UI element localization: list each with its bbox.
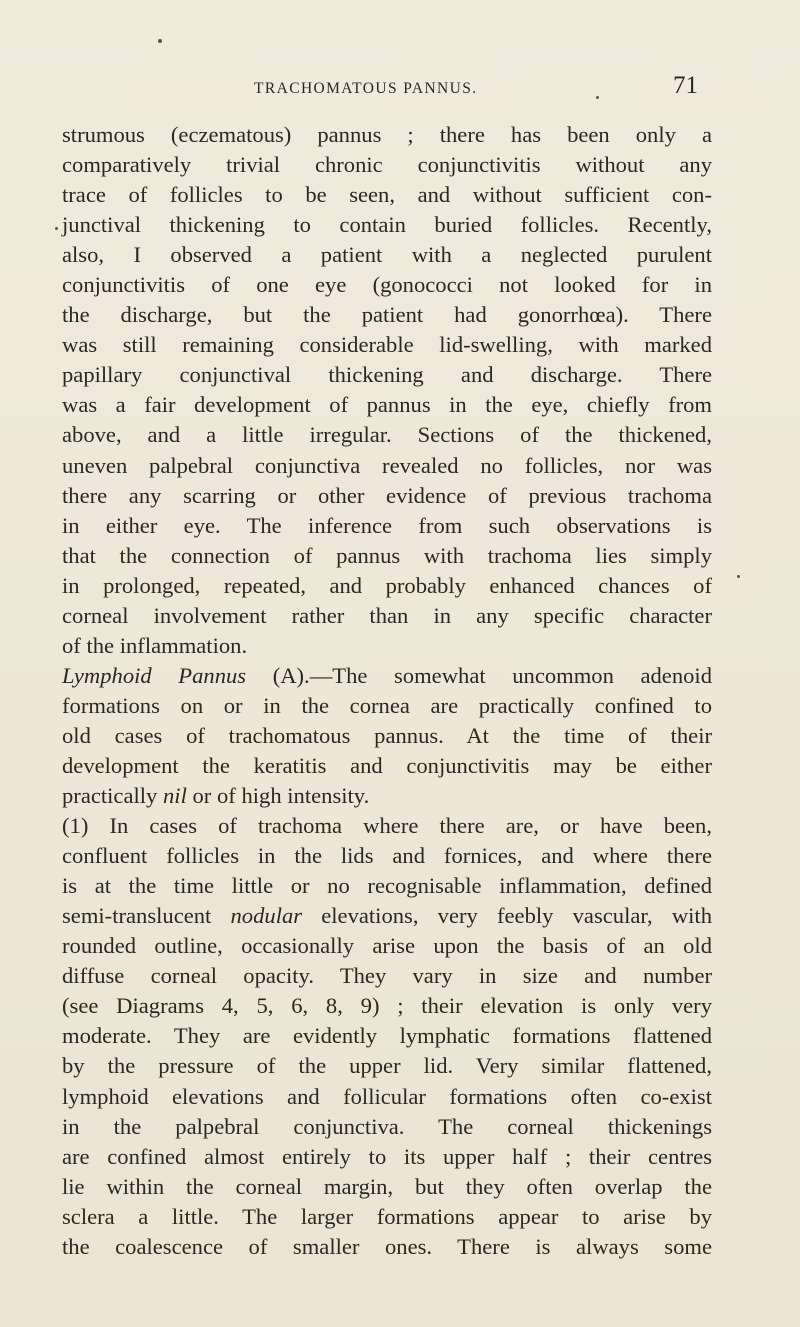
text-line: junctival thickening to contain buried follicles. Recently, (62, 212, 712, 238)
text-line: also, I observed a patient with a neglected purulent (62, 242, 712, 268)
text-line (62, 781, 712, 811)
text-line: above, and a little irregular. Sections of the thickened, (62, 422, 712, 448)
text-line: diffuse corneal opacity. They vary in size and number (62, 963, 712, 989)
text-segment: elevations, very feebly vascular, with (302, 903, 712, 929)
text-line: of the inflammation. (62, 632, 248, 658)
text-segment: or of high intensity. (186, 783, 370, 809)
text-line: confluent follicles in the lids and fornices, and where there (62, 843, 712, 869)
italic-term: nil (163, 783, 187, 809)
text-line: rounded outline, occasionally arise upon the basis of an old (62, 933, 712, 959)
text-line: uneven palpebral conjunctiva revealed no follicles, nor was (62, 452, 712, 478)
text-line: development the keratitis and conjunctivitis may be either (62, 752, 712, 778)
text-line: (see Diagrams 4, 5, 6, 8, 9) ; their elevation is only very (62, 993, 712, 1019)
text-line: (1) In cases of trachoma where there are, or have been, (62, 813, 712, 839)
text-segment: practically (62, 783, 163, 809)
italic-term: nodular (230, 903, 303, 929)
text-line: old cases of trachomatous pannus. At the time of their (62, 722, 712, 748)
text-line: moderate. They are evidently lymphatic formations flattened (62, 1023, 712, 1049)
text-line: comparatively trivial chronic conjunctivitis without any (62, 152, 712, 178)
text-line: in prolonged, repeated, and probably enhanced chances of (62, 572, 712, 598)
text-line: in either eye. The inference from such observations is (62, 512, 712, 538)
page-header (62, 72, 698, 102)
ink-speck (158, 39, 162, 43)
section-heading-line (62, 661, 712, 691)
text-line: the discharge, but the patient had gonorrhœa). There (62, 302, 712, 328)
text-line: formations on or in the cornea are practically confined to (62, 692, 712, 718)
text-line: there any scarring or other evidence of previous trachoma (62, 482, 712, 508)
text-segment: semi-translucent (62, 903, 231, 929)
text-line: by the pressure of the upper lid. Very similar flattened, (62, 1053, 712, 1079)
section-heading: Lymphoid Pannus (62, 662, 247, 688)
text-line: the coalescence of smaller ones. There is always some (62, 1233, 712, 1259)
ink-speck (737, 575, 740, 578)
text-line (62, 901, 712, 931)
text-line: in the palpebral conjunctiva. The corneal thickenings (62, 1113, 712, 1139)
text-line: trace of follicles to be seen, and without sufficient con- (62, 182, 712, 208)
text-line: are confined almost entirely to its upper half ; their centres (62, 1143, 712, 1169)
text-line: lymphoid elevations and follicular formations often co-exist (62, 1083, 712, 1109)
body-text (62, 120, 712, 1262)
text-line: was still remaining considerable lid-swelling, with marked (62, 332, 712, 358)
text-line: strumous (eczematous) pannus ; there has been only a (62, 122, 712, 147)
text-line: corneal involvement rather than in any specific character (62, 602, 712, 628)
running-head: TRACHOMATOUS PANNUS. (254, 80, 478, 97)
text-line: sclera a little. The larger formations appear to arise by (62, 1203, 712, 1229)
text-line: papillary conjunctival thickening and discharge. There (62, 362, 712, 388)
text-line: was a fair development of pannus in the eye, chiefly from (62, 392, 712, 418)
heading-continuation: (A).—The somewhat uncommon adenoid (246, 662, 713, 688)
ink-speck (55, 227, 58, 230)
text-line: conjunctivitis of one eye (gonococci not looked for in (62, 272, 712, 298)
text-line: that the connection of pannus with trachoma lies simply (62, 542, 712, 568)
text-line: lie within the corneal margin, but they often overlap the (62, 1173, 712, 1199)
text-line: is at the time little or no recognisable inflammation, defined (62, 873, 712, 899)
page-number: 71 (673, 72, 698, 99)
